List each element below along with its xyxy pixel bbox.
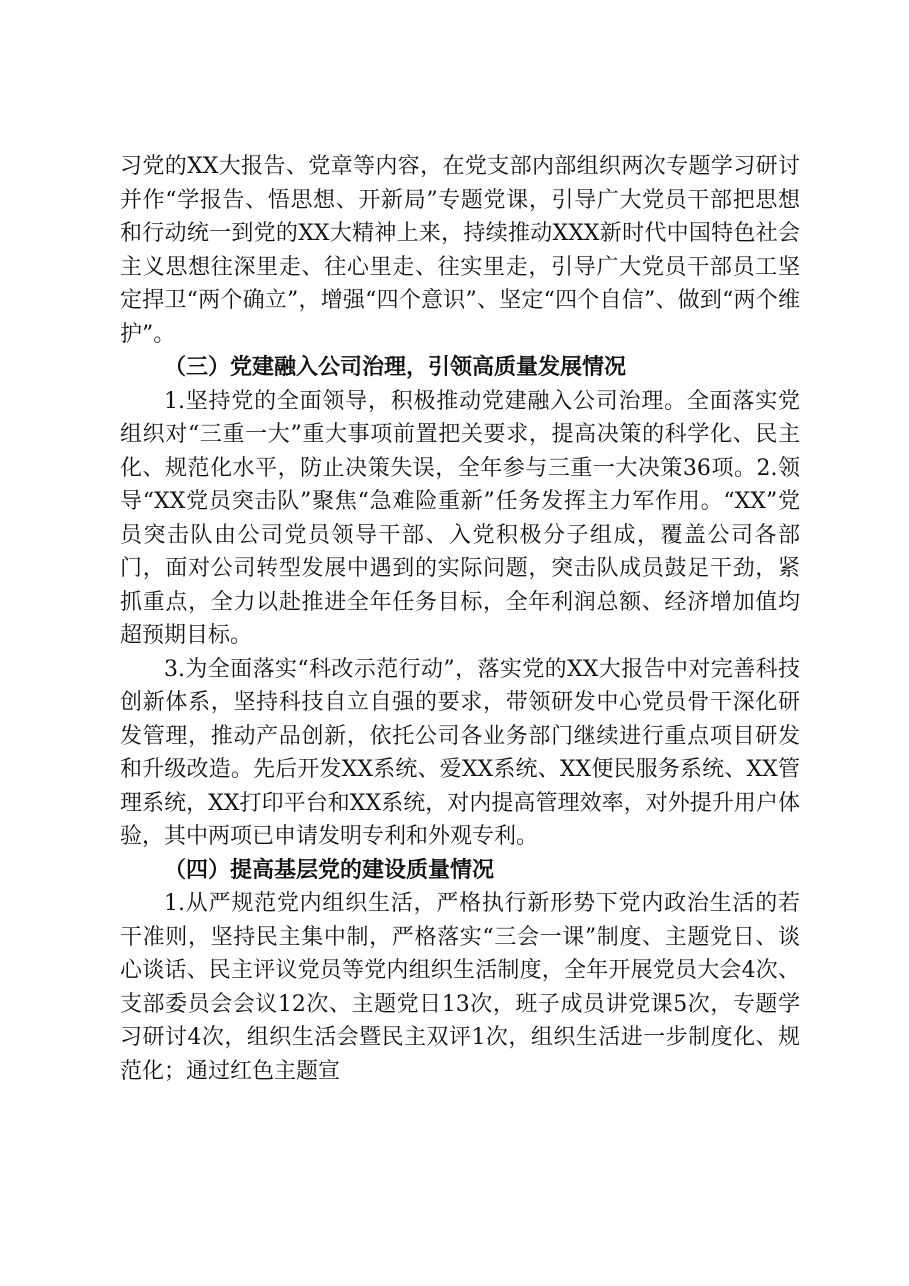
section-heading-4: （四）提高基层党的建设质量情况 xyxy=(164,856,495,883)
paragraph-tech-innovation: 3.为全面落实“科改示范行动”，落实党的XX大报告中对完善科技创新体系，坚持科技自立自强的要求，带领研发中心党员骨干深化研发管理，推动产品创新，依托公司各业务部门继续进行重点项目研发和升级改造。先后开发XX系统、爱XX系统、XX便民服务系统、XX管理系统，XX打印平台和XX系统，对内提高管理效率，对外提升用户体验，其中两项已申请发明专利和外观专利。 xyxy=(120,656,800,849)
section-heading-3: （三）党建融入公司治理，引领高质量发展情况 xyxy=(164,354,627,380)
paragraph-party-leadership: 1.坚持党的全面领导，积极推动党建融入公司治理。全面落实党组织对“三重一大”重大事项前置把关要求，提高决策的科学化、民主化、规范化水平，防止决策失误，全年参与三重一大决策36项。2.领导“XX党员突击队”聚焦“急难险重新”任务发挥主力军作用。“XX”党员突击队由公司党员领导干部、入党积极分子组成，覆盖公司各部门，面对公司转型发展中遇到的实际问题，突击队成员鼓足干劲，紧抓重点，全力以赴推进全年任务目标，全年利润总额、经济增加值均超预期目标。 xyxy=(120,388,800,648)
paragraph-organization-life: 1.从严规范党内组织生活，严格执行新形势下党内政治生活的若干准则，坚持民主集中制，严格落实“三会一课”制度、主题党日、谈心谈话、民主评议党员等党内组织生活制度，全年开展党员大会4次、支部委员会会议12次、主题党日13次，班子成员讲党课5次，专题学习研讨4次，组织生活会暨民主双评1次，组织生活进一步制度化、规范化；通过红色主题宣 xyxy=(120,891,800,1084)
paragraph-continuation: 习党的XX大报告、党章等内容，在党支部内部组织两次专题学习研讨并作“学报告、悟思想、开新局”专题党课，引导广大党员干部把思想和行动统一到党的XX大精神上来，持续推动XXX新时代中国特色社会主义思想往深里走、往心里走、往实里走，引导广大党员干部员工坚定捍卫“两个确立”，增强“四个意识”、坚定“四个自信”、做到“两个维护”。 xyxy=(120,154,800,347)
document-body xyxy=(120,150,800,1088)
